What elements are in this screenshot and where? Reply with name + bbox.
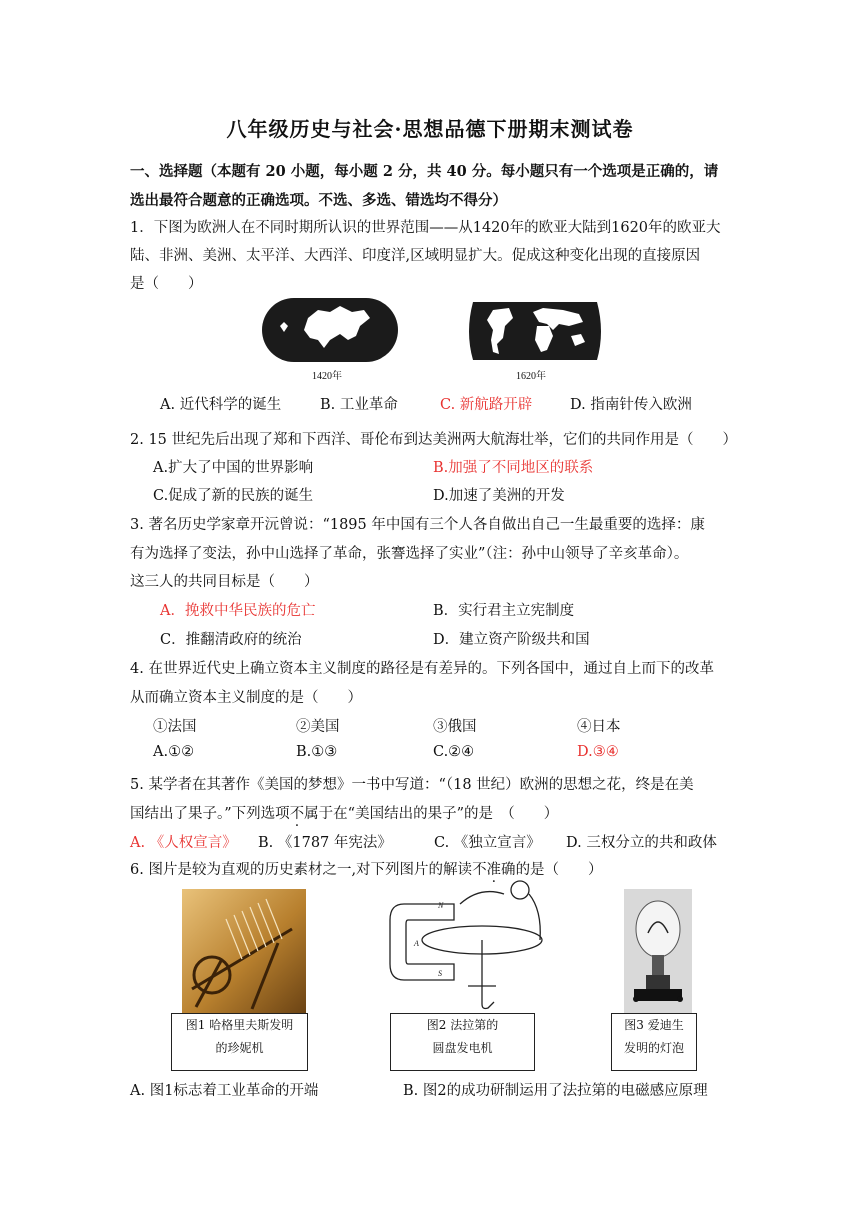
q2-option-a: A.扩大了中国的世界影响 xyxy=(153,460,314,476)
q3-stem-line2: 有为选择了变法，孙中山选择了革命，张謇选择了实业”（注：孙中山领导了辛亥革命）。 xyxy=(130,546,689,562)
q3-stem-line3: 这三人的共同目标是（ ） xyxy=(130,574,319,590)
q4-country-3: ③俄国 xyxy=(433,719,477,735)
q1-option-a: A. 近代科学的诞生 xyxy=(160,397,282,413)
q4-option-c: C.②④ xyxy=(433,744,475,760)
q4-option-d: D.③④ xyxy=(577,744,619,760)
q4-country-1: ①法国 xyxy=(153,719,197,735)
q1-option-c: C. 新航路开辟 xyxy=(440,397,533,413)
q1-option-d: D. 指南针传入欧洲 xyxy=(570,397,692,413)
q5-option-b: B. 《1787 年宪法》 xyxy=(258,835,392,851)
q1-option-b: B. 工业革命 xyxy=(320,397,398,413)
figure3-caption xyxy=(611,1013,697,1071)
q6-option-a: A. 图1标志着工业革命的开端 xyxy=(130,1083,319,1099)
q3-option-a: A．挽救中华民族的危亡 xyxy=(160,603,316,619)
svg-text:A: A xyxy=(414,939,419,948)
q2-stem: 2. 15 世纪先后出现了郑和下西洋、哥伦布到达美洲两大航海壮举，它们的共同作用是（ ） xyxy=(130,432,737,448)
q6-emphasis-inaccurate: 不准确 xyxy=(472,862,516,878)
q6-stem-a: 6. 图片是较为直观的历史素材之一,对下列图片的解读 xyxy=(130,862,473,878)
figure2-caption xyxy=(390,1013,535,1071)
edison-lightbulb-photo xyxy=(624,889,692,1013)
map-1620-image xyxy=(463,296,607,366)
q5-stem-line2-c: 属于在“美国结出的果子”的是 （ ） xyxy=(304,806,559,822)
q5-stem-line1: 5. 某学者在其著作《美国的梦想》一书中写道：“（18 世纪）欧洲的思想之花，终是在美 xyxy=(130,777,694,793)
q3-option-c: C．推翻清政府的统治 xyxy=(160,632,302,648)
section-instructions-line1: 一、选择题（本题有 20 小题，每小题 2 分，共 40 分。每小题只有一个选项是正确的，请 xyxy=(130,163,719,180)
q1-stem-line1: 1．下图为欧洲人在不同时期所认识的世界范围——从1420年的欧亚大陆到1620年的欧亚大 xyxy=(130,220,721,236)
section-instructions-line2: 选出最符合题意的正确选项。不选、多选、错选均不得分） xyxy=(130,192,507,209)
q4-option-b: B.①③ xyxy=(296,744,338,760)
q2-option-d: D.加速了美洲的开发 xyxy=(433,488,565,504)
q5-option-d: D. 三权分立的共和政体 xyxy=(566,835,717,851)
faraday-disk-diagram xyxy=(384,876,549,1012)
figure2-caption-line2: 圆盘发电机 xyxy=(432,1041,493,1055)
q3-option-b: B．实行君主立宪制度 xyxy=(433,603,575,619)
figure3-caption-line1: 图3 爱迪生 xyxy=(624,1018,684,1032)
q3-stem-line1: 3. 著名历史学家章开沅曾说：“1895 年中国有三个人各自做出自己一生最重要的选择：康 xyxy=(130,517,705,533)
q5-stem-line2 xyxy=(130,802,558,823)
map-1620-label: 1620年 xyxy=(516,371,546,382)
q4-stem-line2: 从而确立资本主义制度的是（ ） xyxy=(130,690,362,706)
q5-option-c: C. 《独立宣言》 xyxy=(434,835,541,851)
spinning-jenny-photo xyxy=(182,889,306,1013)
figure3-caption-line2: 发明的灯泡 xyxy=(623,1041,684,1055)
q2-option-b: B.加强了不同地区的联系 xyxy=(433,460,594,476)
map-1420-image xyxy=(260,296,400,366)
q5-stem-line2-a: 国结出了果子。”下列选项 xyxy=(130,806,290,822)
figure1-caption xyxy=(171,1013,308,1071)
map-1420-label: 1420年 xyxy=(312,371,342,382)
q5-emphasis-not: 不 xyxy=(289,806,305,822)
q4-country-4: ④日本 xyxy=(577,719,621,735)
figure2-caption-line1: 图2 法拉第的 xyxy=(426,1018,499,1032)
q4-country-2: ②美国 xyxy=(296,719,340,735)
q2-option-c: C.促成了新的民族的诞生 xyxy=(153,488,314,504)
figure1-caption-line1: 图1 哈格里夫斯发明 xyxy=(185,1018,294,1032)
svg-text:N: N xyxy=(438,901,444,910)
figure1-caption-line2: 的珍妮机 xyxy=(215,1041,264,1055)
q4-stem-line1: 4. 在世界近代史上确立资本主义制度的路径是有差异的。下列各国中，通过自上而下的改革 xyxy=(130,661,714,677)
q4-option-a: A.①② xyxy=(153,744,195,760)
q6-stem-c: 的是（ ） xyxy=(515,862,603,878)
q1-stem-line2: 陆、非洲、美洲、太平洋、大西洋、印度洋,区域明显扩大。促成这种变化出现的直接原因 xyxy=(130,248,701,264)
page-title: 八年级历史与社会·思想品德下册期末测试卷 xyxy=(226,117,634,141)
svg-text:S: S xyxy=(438,969,442,978)
q3-option-d: D．建立资产阶级共和国 xyxy=(433,632,590,648)
q5-option-a: A. 《人权宣言》 xyxy=(130,835,237,851)
q1-stem-line3: 是（ ） xyxy=(130,276,203,292)
q6-option-b: B. 图2的成功研制运用了法拉第的电磁感应原理 xyxy=(403,1083,708,1099)
